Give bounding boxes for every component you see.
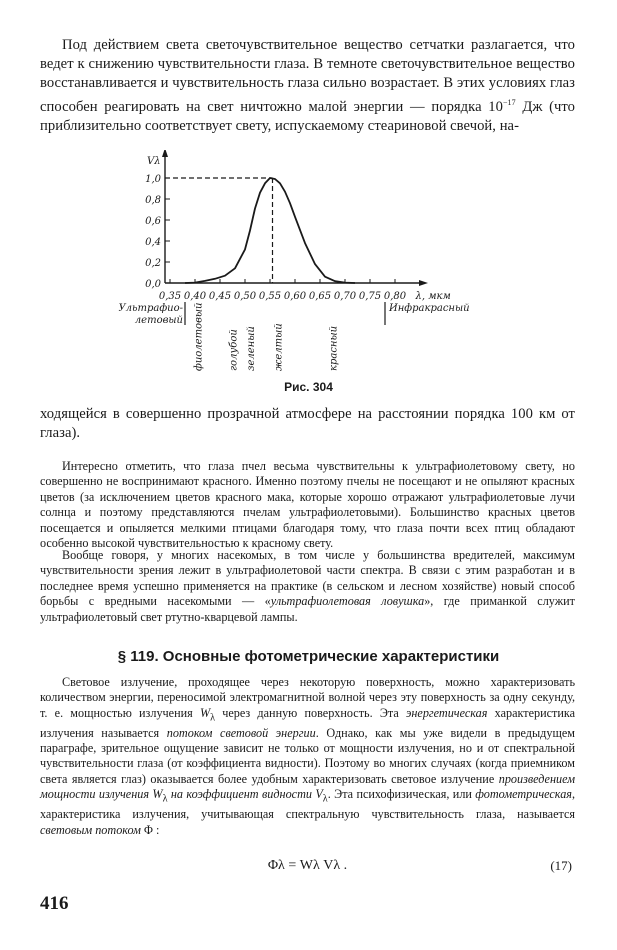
paragraph-text-tail: Дж (что приблизительно соответствует свету, испускаемому стеариновой свечой, на-: [40, 98, 576, 134]
color-label: желтый: [273, 323, 285, 371]
term-photometric: фотометрическая: [475, 787, 572, 802]
text-seg: Световое излучение, проходящее через некоторую поверхность, можно характеризовать количеством энергии, переносимой электромагнитной волной через эту поверхность за одну секунду, т. е. мощностью излучения: [40, 675, 575, 720]
spectral-sensitivity-chart: [0, 150, 617, 380]
formula-17: Φλ = Wλ Vλ .: [267, 858, 348, 873]
text-seg: . Однако, как мы уже видели в предыдущем параграфе, зрительное ощущение зависит не только от мощности излучения, но и от спектральной чувствительности глаза (от коэффициента видности). Поэтому во многих случаях (когда приемником света является глаз) оказывается более удобным характеризовать световое излучение: [40, 725, 575, 786]
y-tick-label: 1,0: [145, 174, 161, 185]
y-tick-label: 0,8: [145, 195, 161, 206]
y-tick-label: 0,0: [145, 279, 161, 290]
y-tick-label: 0,2: [145, 258, 161, 269]
symbol-sub: λ: [322, 793, 328, 805]
exponent-base: 10: [488, 98, 503, 115]
exponent: −17: [502, 98, 516, 107]
paragraph-insects: [40, 548, 575, 625]
x-tick-label: 0,45: [208, 291, 232, 302]
figure-304: [0, 150, 617, 385]
paragraph-text: Под действием света светочувствительное вещество сетчатки разлагается, что ведет к снижению чувствительности глаза. В темноте светочувствительное вещество восстанавливается и чувствительность глаза сильно возрастает. В этих условиях глаз способен реагировать на свет ничтожно малой энергии — порядка: [40, 37, 575, 115]
y-axis-label: Vλ: [147, 156, 161, 167]
text-seg: через данную поверхность. Эта: [215, 705, 406, 720]
symbol-sub: λ: [162, 793, 168, 805]
y-tick-label: 0,4: [145, 237, 161, 248]
x-tick-label: 0,75: [358, 291, 382, 302]
symbol-sub: λ: [210, 712, 216, 724]
x-tick-label: 0,80: [383, 291, 407, 302]
term-energy: энергетическая: [405, 705, 488, 720]
paragraph-photosensitive: [40, 36, 575, 136]
uv-trap-term: ультрафиолетовая ловушка: [270, 594, 425, 609]
color-label: голубой: [228, 329, 240, 371]
formula-number: (17): [550, 858, 572, 873]
x-tick-label: 0,70: [333, 291, 357, 302]
x-tick-label: 0,60: [283, 291, 307, 302]
symbol-w: W: [152, 787, 163, 802]
paragraph-continuation: ходящейся в совершенно прозрачной атмосфере на расстоянии порядка 100 км от глаза).: [40, 406, 575, 441]
color-label: красный: [328, 325, 340, 371]
x-tick-label: 0,55: [258, 291, 282, 302]
x-tick-label: 0,35: [158, 291, 182, 302]
symbol-w: W: [199, 705, 211, 720]
uv-region-label: летовый: [134, 315, 183, 326]
color-label: зеленый: [246, 326, 257, 371]
term-product-2: на коэффициент видности: [167, 787, 312, 802]
x-tick-label: 0,40: [183, 291, 207, 302]
figure-caption: Рис. 304: [284, 380, 333, 394]
uv-region-label: Ультрафио-: [118, 303, 183, 314]
symbol-v: V: [315, 787, 323, 802]
insects-text-b: », где приманкой служит ультрафиолетовый свет ртутно-кварцевой лампы.: [40, 594, 576, 624]
paragraph-luminous-flux: [40, 675, 575, 838]
color-label: фиолетовый: [193, 302, 205, 371]
term-energy-flux: потоком световой энергии: [166, 725, 316, 740]
y-tick-label: 0,6: [145, 216, 161, 227]
ir-region-label: Инфракрасный: [389, 303, 470, 314]
y-axis-arrow: [162, 150, 168, 157]
symbol-phi: Φ: [144, 822, 153, 837]
text-seg: . Эта психофизическая, или: [327, 787, 476, 802]
page-number: 416: [40, 893, 69, 914]
term-product: произведением мощности излучения: [40, 771, 575, 802]
text-seg: , характеристика излучения, учитывающая спектральную чувствительность глаза, называется: [40, 787, 576, 822]
section-heading: § 119. Основные фотометрические характеристики: [117, 648, 500, 665]
text-seg: :: [152, 822, 160, 837]
paragraph-bees: Интересно отметить, что глаза пчел весьма чувствительны к ультрафиолетовому свету, но совершенно не воспринимают красного. Именно поэтому пчелы не посещают и не опыляют красных цветов (за исключением цветов красного мака, которые хорошо отражают ультрафиолетовые лучи солнца и поэтому представляются пчелам ультрафиолетовыми). Большинство красных цветов посещается и опыляется мелкими птицами благодаря тому, что глаза почти всех птиц обладают особенно высокой чувствительностью к красному свету.: [40, 459, 575, 551]
sensitivity-curve: [185, 178, 355, 283]
x-axis-arrow: [419, 280, 428, 286]
term-luminous-flux: световым потоком: [40, 822, 141, 837]
x-tick-label: 0,65: [308, 291, 332, 302]
text-seg: характеристика излучения называется: [40, 705, 575, 740]
insects-text-a: Вообще говоря, у многих насекомых, в том числе у большинства вредителей, максимум чувствительности зрения лежит в ультрафиолетовой части спектра. В связи с этим разработан и в последнее время успешно применяется на практике (в сельском и лесном хозяйстве) новый способ борьбы с вредными насекомыми — «: [40, 548, 575, 609]
x-axis-label: λ, мкм: [415, 291, 451, 302]
x-tick-label: 0,50: [233, 291, 257, 302]
